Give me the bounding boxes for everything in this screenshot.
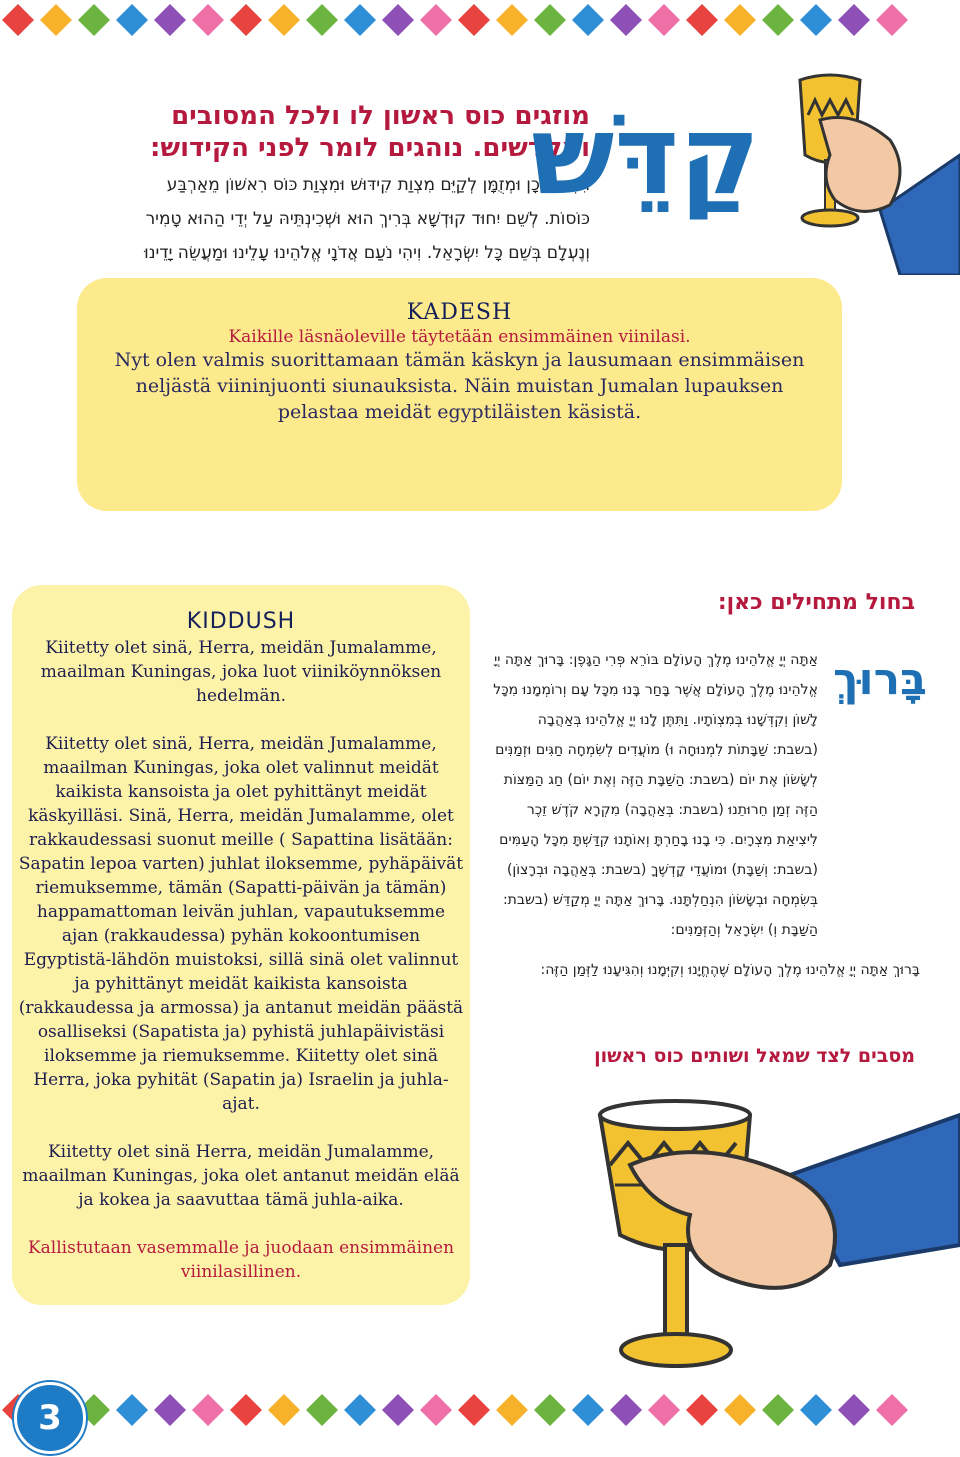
border-diamond <box>192 1394 224 1426</box>
kadesh-title: KADESH <box>406 300 513 325</box>
border-diamond <box>116 4 148 36</box>
kadesh-subtitle: Kaikille läsnäoleville täytetään ensimmäinen viinilasi. <box>228 327 691 347</box>
kiddush-paragraph-shehecheyanu: Kiitetty olet sinä Herra, meidän Jumalamme, maailman Kuningas, joka olet antanut meidän elää ja kokea ja saavuttaa tämä juhla-aika. <box>22 1142 460 1210</box>
border-diamond <box>838 1394 870 1426</box>
border-diamond <box>800 4 832 36</box>
border-diamond <box>268 4 300 36</box>
hebrew-preparation-text: הִנְנִי מוּכָן וּמְזֻמָּן לְקַיֵּם מִצְוַת קִידּוּשׁ וּמִצְוַת כּוֹס רִאשׁוֹן מֵאַרְבַּע כּוֹסוֹת. לְשֵׁם יִחוּד קוּדְשָׁא בְּרִיךְ הוּא וּשְׁכִינְתֵּיהּ עַל יְדֵי הַהוּא טָמִיר וְנֶעְלָם בְּשֵׁם כָּל יִשְׂרָאֵל. וִיהִי נֹעַם אֲדֹנָי אֱלֹהֵינוּ עָלֵינוּ וּמַעֲשֵׂה יָדֵינוּ <box>144 175 590 263</box>
border-diamond <box>496 1394 528 1426</box>
border-diamond <box>2 4 34 36</box>
border-diamond <box>496 4 528 36</box>
kiddush-paragraph-holiday: Kiitetty olet sinä, Herra, meidän Jumalamme, maailman Kuningas, joka olet valinnut meidät kaikista kansoista ja olet pyhittänyt meidät käskyilläsi. Sinä, Herra, meidän Jumalamme, olet rakkaudessasi suonut meille ( Sapattina lisätään: Sapatin lepoa varten) juhlat iloksemme, pyhäpäivät riemuksemme, tämän (Sapatti-päivän ja tämän) happamattoman leivän juhlan, vapautuksemme ajan (rakkaudessa) pyhän kokoontumisen Egyptistä-lähdön muistoksi, sillä sinä olet valinnut ja pyhittänyt meidät kaikista kansoista (rakkaudessa ja armossa) ja antanut meidän päästä osalliseksi (Sapatista ja) pyhistä juhlapäivistäsi iloksemme ja riemuksemme. Kiitetty olet sinä Herra, joka pyhität (Sapatin ja) Israelin ja juhla-ajat. <box>18 734 464 1114</box>
page-number-badge: 3 <box>14 1382 86 1454</box>
kadesh-body: Nyt olen valmis suorittamaan tämän käskyn ja lausumaan ensimmäisen neljästä viininjuonti siunauksista. Näin muistan Jumalan lupauksen pelastaa meidät egyptiläisten käsistä. <box>114 349 805 423</box>
border-diamond <box>838 4 870 36</box>
border-diamond <box>382 1394 414 1426</box>
border-diamond <box>420 1394 452 1426</box>
border-diamond <box>78 4 110 36</box>
border-diamond <box>344 1394 376 1426</box>
border-diamond <box>610 1394 642 1426</box>
kadesh-section <box>77 278 842 511</box>
baruch-hebrew-title: בָּרוּךְ <box>833 654 927 705</box>
kiddush-drink-note: Kallistutaan vasemmalle ja juodaan ensimmäinen viinilasillinen. <box>27 1238 455 1282</box>
hebrew-shehecheyanu-text: בָּרוּךְ אַתָּה יְיָ אֱלֹהֵינוּ מֶלֶךְ הָעוֹלָם שֶׁהֶחֱיָנוּ וְקִיְּמָנוּ וְהִגִּיעָנוּ לַזְּמַן הַזֶּה: <box>540 962 920 978</box>
border-diamond <box>610 4 642 36</box>
border-diamond <box>192 4 224 36</box>
border-diamond <box>154 1394 186 1426</box>
border-diamond <box>306 1394 338 1426</box>
border-diamond <box>40 4 72 36</box>
border-diamond <box>724 4 756 36</box>
border-diamond <box>154 4 186 36</box>
hebrew-drink-instruction: מסבים לצד שמאל ושותים כוס ראשון <box>594 1045 915 1067</box>
border-diamond <box>648 1394 680 1426</box>
hebrew-weekday-start: בחול מתחילים כאן: <box>717 590 915 615</box>
kiddush-section <box>12 585 470 1305</box>
border-diamond <box>116 1394 148 1426</box>
decorative-diamond-border-bottom <box>0 1390 920 1430</box>
border-diamond <box>572 1394 604 1426</box>
border-diamond <box>876 1394 908 1426</box>
kadesh-hebrew-title: קַדֵּשׁ <box>530 91 760 219</box>
border-diamond <box>648 4 680 36</box>
hebrew-instructions <box>120 100 590 304</box>
hand-raising-goblet-illustration <box>540 1095 960 1395</box>
hebrew-instruction-title: מוזגים כוס ראשון לו ולכל המסובים ומקדשים. נוהגים לומר לפני הקידוש: <box>149 101 590 163</box>
border-diamond <box>268 1394 300 1426</box>
border-diamond <box>534 4 566 36</box>
border-diamond <box>762 1394 794 1426</box>
border-diamond <box>534 1394 566 1426</box>
decorative-diamond-border-top <box>0 0 920 40</box>
border-diamond <box>420 4 452 36</box>
border-diamond <box>762 4 794 36</box>
border-diamond <box>876 4 908 36</box>
border-diamond <box>572 4 604 36</box>
border-diamond <box>382 4 414 36</box>
border-diamond <box>724 1394 756 1426</box>
border-diamond <box>458 1394 490 1426</box>
border-diamond <box>306 4 338 36</box>
kiddush-title: KIDDUSH <box>186 609 296 634</box>
hand-holding-cup-illustration <box>760 60 960 275</box>
border-diamond <box>344 4 376 36</box>
border-diamond <box>686 1394 718 1426</box>
border-diamond <box>458 4 490 36</box>
border-diamond <box>230 1394 262 1426</box>
border-diamond <box>800 1394 832 1426</box>
border-diamond <box>230 4 262 36</box>
border-diamond <box>686 4 718 36</box>
hebrew-kiddush-text: אַתָּה יְיָ אֱלֹהֵינוּ מֶלֶךְ הָעוֹלָם בּוֹרֵא פְּרִי הַגָּפֶן: בָּרוּךְ אַתָּה יְיָ אֱלֹהֵינוּ מֶלֶךְ הָעוֹלָם אֲשֶׁר בָּחַר בָּנוּ מִכָּל עָם וְרוֹמְמָנוּ מִכָּל לָשׁוֹן וְקִדְּשָׁנוּ בְּמִצְוֹתָיו. וַתִּתֶּן לָנוּ יְיָ אֱלֹהֵינוּ בְּאַהֲבָה (בשבת: שַׁבָּתוֹת לִמְנוּחָה וּ) מוֹעֲדִים לְשִׂמְחָה חַגִּים וּזְמַנִּים לְשָׂשׂוֹן אֶת יוֹם (בשבת: הַשַּׁבָּת הַזֶּה וְאֶת יוֹם) חַג הַמַּצּוֹת הַזֶּה זְמַן חֵרוּתֵנוּ (בשבת: בְּאַהֲבָה) מִקְרָא קֹדֶשׁ זֵכֶר לִיצִיאַת מִצְרָיִם. כִּי בָנוּ בָחַרְתָּ וְאוֹתָנוּ קִדַּשְׁתָּ מִכָּל הָעַמִּים (בשבת: וְשַׁבָּת) וּמוֹעֲדֵי קָדְשֶׁךָ (בשבת: בְּאַהֲבָה וּבְרָצוֹן) בְּשִׂמְחָה וּבְשָׂשׂוֹן הִנְחַלְתָּנוּ. בָּרוּךְ אַתָּה יְיָ מְקַדֵּשׁ (בשבת: הַשַּׁבָּת וְ) יִשְׂרָאֵל וְהַזְּמַנִּים: <box>493 652 818 938</box>
kiddush-paragraph-wine: Kiitetty olet sinä, Herra, meidän Jumalamme, maailman Kuningas, joka luot viiniköynnöksen hedelmän. <box>40 638 442 706</box>
